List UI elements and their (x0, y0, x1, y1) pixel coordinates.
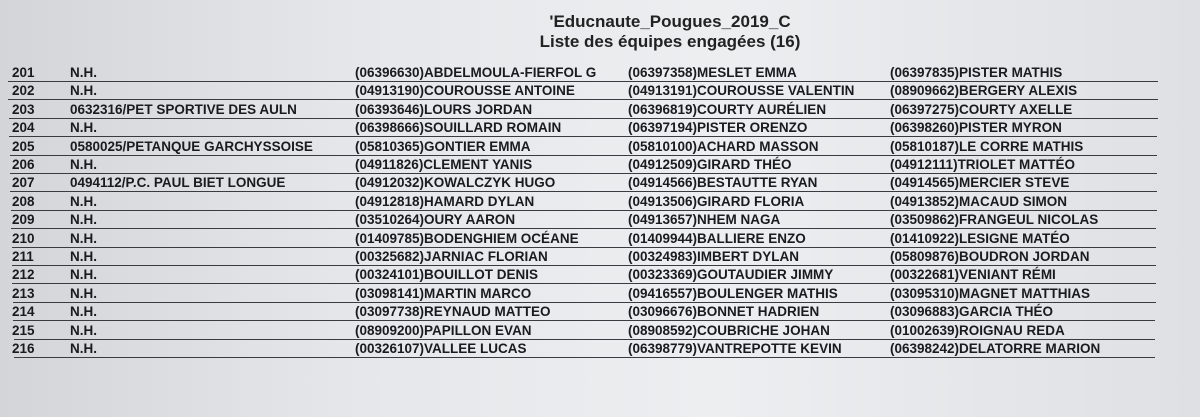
player-3: (06398260)PISTER MYRON (890, 120, 1062, 136)
player-3: (01410922)LESIGNE MATÉO (890, 230, 1070, 246)
team-row (0, 156, 1200, 174)
player-2: (04913657)NHEM NAGA (628, 212, 781, 228)
team-club: N.H. (70, 322, 97, 338)
player-2: (05810100)ACHARD MASSON (628, 138, 819, 154)
team-row (0, 138, 1200, 156)
team-row (0, 101, 1200, 119)
team-row (0, 322, 1200, 340)
team-number: 209 (12, 212, 35, 228)
player-2: (06397358)MESLET EMMA (628, 65, 797, 80)
player-1: (04912032)KOWALCZYK HUGO (355, 175, 556, 191)
team-row (0, 211, 1200, 229)
team-number: 211 (12, 249, 34, 264)
team-row (0, 303, 1200, 321)
player-2: (04914566)BESTAUTTE RYAN (628, 175, 818, 191)
player-3: (03096883)GARCIA THÉO (890, 304, 1054, 320)
player-3: (06397835)PISTER MATHIS (890, 65, 1063, 80)
player-1: (08909200)PAPILLON EVAN (355, 322, 532, 338)
team-club: N.H. (70, 157, 97, 172)
player-2: (04913191)COUROUSSE VALENTIN (628, 83, 855, 99)
team-club: 0580025/PETANQUE GARCHYSSOISE (70, 138, 313, 154)
team-club: N.H. (70, 65, 97, 80)
player-1: (04911826)CLEMENT YANIS (355, 157, 533, 172)
team-number: 215 (12, 322, 35, 338)
team-row (0, 285, 1200, 303)
player-2: (04912509)GIRARD THÉO (628, 157, 792, 172)
player-2: (06397194)PISTER ORENZO (628, 120, 808, 136)
team-club: N.H. (70, 267, 97, 283)
player-1: (00325682)JARNIAC FLORIAN (355, 249, 548, 264)
player-2: (08908592)COUBRICHE JOHAN (628, 322, 830, 338)
team-club: N.H. (70, 304, 97, 320)
team-row (0, 248, 1200, 266)
player-2: (09416557)BOULENGER MATHIS (628, 285, 838, 301)
player-2: (03096676)BONNET HADRIEN (628, 304, 820, 320)
document-title: 'Educnaute_Pougues_2019_C (549, 12, 791, 31)
team-number: 205 (12, 138, 35, 154)
team-club: 0494112/P.C. PAUL BIET LONGUE (70, 175, 286, 191)
player-2: (04913506)GIRARD FLORIA (628, 193, 805, 209)
player-1: (03510264)OURY AARON (355, 212, 516, 228)
player-2: (01409944)BALLIERE ENZO (628, 230, 806, 246)
document-header (500, 12, 840, 52)
row-divider (14, 357, 1155, 358)
team-number: 208 (12, 193, 35, 209)
player-3: (04912111)TRIOLET MATTÉO (890, 157, 1076, 172)
team-number: 203 (12, 101, 35, 117)
player-3: (01002639)ROIGNAU REDA (890, 322, 1065, 338)
team-number: 213 (12, 285, 35, 301)
player-1: (03098141)MARTIN MARCO (355, 285, 532, 301)
team-club: N.H. (70, 341, 97, 356)
player-3: (08909662)BERGERY ALEXIS (890, 83, 1078, 99)
team-number: 206 (12, 157, 35, 172)
team-club: N.H. (70, 212, 97, 228)
team-number: 202 (12, 83, 35, 99)
player-1: (05810365)GONTIER EMMA (355, 138, 531, 154)
player-1: (04912818)HAMARD DYLAN (355, 193, 535, 209)
team-row (0, 230, 1200, 248)
player-3: (05809876)BOUDRON JORDAN (890, 249, 1090, 264)
team-club: N.H. (70, 120, 97, 136)
player-3: (06398242)DELATORRE MARION (890, 341, 1101, 356)
player-2: (00323369)GOUTAUDIER JIMMY (628, 267, 834, 283)
team-club: 0632316/PET SPORTIVE DES AULN (70, 101, 297, 117)
player-2: (00324983)IMBERT DYLAN (628, 249, 800, 264)
player-1: (01409785)BODENGHIEM OCÉANE (355, 230, 579, 246)
player-3: (04913852)MACAUD SIMON (890, 193, 1068, 209)
team-club: N.H. (70, 285, 97, 301)
team-row (0, 64, 1200, 82)
player-2: (06398779)VANTREPOTTE KEVIN (628, 341, 842, 356)
team-row (0, 82, 1200, 100)
team-number: 212 (12, 267, 35, 283)
team-club: N.H. (70, 83, 97, 99)
team-row (0, 340, 1200, 358)
player-1: (06396630)ABDELMOULA-FIERFOL G (355, 65, 597, 80)
player-1: (00324101)BOUILLOT DENIS (355, 267, 539, 283)
team-club: N.H. (70, 193, 97, 209)
player-3: (00322681)VENIANT RÉMI (890, 267, 1056, 283)
document-subtitle: Liste des équipes engagées (16) (539, 32, 801, 51)
team-number: 204 (12, 120, 35, 136)
player-3: (03095310)MAGNET MATTHIAS (890, 285, 1091, 301)
player-2: (06396819)COURTY AURÉLIEN (628, 101, 827, 117)
team-number: 214 (12, 304, 35, 320)
team-club: N.H. (70, 249, 97, 264)
team-club: N.H. (70, 230, 97, 246)
player-1: (00326107)VALLEE LUCAS (355, 341, 527, 356)
team-row (0, 266, 1200, 284)
team-number: 201 (12, 65, 35, 80)
player-1: (06398666)SOUILLARD ROMAIN (355, 120, 562, 136)
player-3: (05810187)LE CORRE MATHIS (890, 138, 1084, 154)
player-1: (06393646)LOURS JORDAN (355, 101, 533, 117)
player-3: (04914565)MERCIER STEVE (890, 175, 1070, 191)
team-row (0, 193, 1200, 211)
player-1: (04913190)COUROUSSE ANTOINE (355, 83, 575, 99)
team-row (0, 119, 1200, 137)
player-3: (06397275)COURTY AXELLE (890, 101, 1073, 117)
team-number: 210 (12, 230, 35, 246)
team-number: 207 (12, 175, 35, 191)
team-row (0, 174, 1200, 192)
player-3: (03509862)FRANGEUL NICOLAS (890, 212, 1099, 228)
player-1: (03097738)REYNAUD MATTEO (355, 304, 551, 320)
team-number: 216 (12, 341, 35, 356)
